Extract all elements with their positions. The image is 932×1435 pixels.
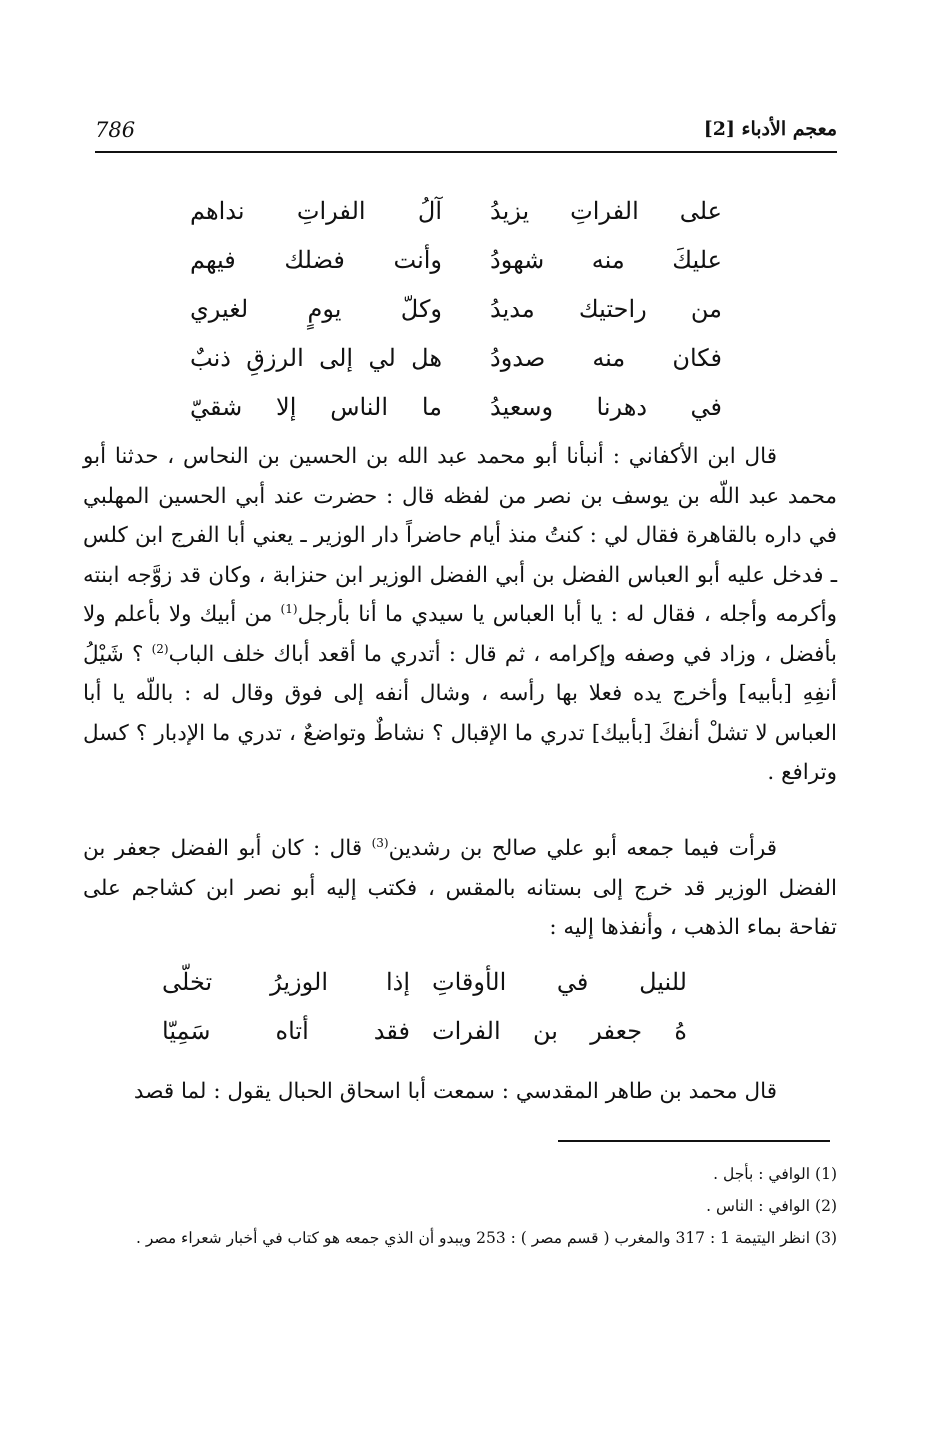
verse — [0, 192, 932, 241]
verse-first-hemistich: آلُ الفراتِ نداهم — [190, 197, 442, 225]
verse — [0, 290, 932, 339]
verse-second-hemistich: هُ جعفر بن الفرات — [432, 1017, 687, 1045]
paragraph-ibn-al-akfani: قال ابن الأكفاني : أنبأنا أبو محمد عبد الله بن الحسين بن النحاس ، حدثنا أبو محمد عبد اللّه بن يوسف بن نصر من لفظه قال : حضرت عند أبي الحسين المهلبي في داره بالقاهرة فقال لي : كنتُ منذ أيام حاضراً دار الوزير ـ يعني أبا الفرج ابن كلس ـ فدخل عليه أبو العباس الفضل بن أبي الفضل الوزير ابن حنزابة ، وكان قد زوَّجه ابنته وأكرمه وأجله ، فقال له : يا أبا العباس يا سيدي ما أنا بأرجل$^{(1)}$ من أبيك ولا بأعلم ولا بأفضل ، وزاد في وصفه وإكرامه ، ثم قال : أتدري ما أقعد أباك خلف الباب$^{(2)}$ ؟ شَيْلُ أنفِهِ [بأبيه] وأخرج يده فعلا بها رأسه ، وشال أنفه إلى فوق وقال له : باللّه يا أبا العباس لا تشلْ أنفكَ [بأبيك] تدري ما الإقبال ؟ نشاطٌ وتواضعٌ ، تدري ما الإدبار ؟ كسل وترافع . — [83, 444, 837, 785]
verse-first-hemistich: وكلّ يومٍ لغيري — [190, 295, 442, 323]
footnote-2: (2) الوافي : الناس . — [706, 1197, 837, 1215]
poem-kushajim — [0, 963, 932, 1061]
footnote-ref-2: (2) — [151, 641, 169, 656]
footnote-rule — [558, 1140, 830, 1142]
paragraph-salih-ibn-rishdin: قرأت فيما جمعه أبو علي صالح بن رشدين$^{(3)}$ قال : كان أبو الفضل جعفر بن الفضل الوزير قد خرج إلى بستانه بالمقس ، فكتب إليه أبو نصر ابن كشاجم على تفاحة بماء الذهب ، وأنفذها إليه : — [83, 835, 837, 940]
verse-first-hemistich: هل لي إلى الرزقِ ذنبٌ — [190, 344, 442, 372]
verse — [0, 241, 932, 290]
verse-first-hemistich: وأنت فضلك فيهم — [190, 246, 442, 274]
footnote-ref-1: (1) — [280, 601, 298, 616]
verse-second-hemistich: في دهرنا وسعيدُ — [490, 393, 722, 421]
verse-second-hemistich: من راحتيك مديدُ — [490, 295, 722, 323]
verse — [0, 339, 932, 388]
verse — [0, 388, 932, 437]
verse-first-hemistich: ما الناس إلا شقيّ — [190, 393, 442, 421]
page-header — [95, 118, 837, 154]
verse-first-hemistich: إذا الوزيرُ تخلّى — [162, 968, 410, 996]
running-title: معجم الأدباء [2] — [703, 118, 837, 140]
verse-first-hemistich: فقد أتاه سَمِيّا — [162, 1017, 410, 1045]
header-rule — [95, 151, 837, 153]
verse-second-hemistich: عليكَ منه شهودُ — [490, 246, 722, 274]
verse-second-hemistich: للنيل في الأوقاتِ — [432, 968, 687, 996]
verse — [0, 963, 932, 1012]
verse-second-hemistich: فكان منه صدودُ — [490, 344, 722, 372]
footnote-3: (3) انظر اليتيمة 1 : 317 والمغرب ( قسم مصر ) : 253 ويبدو أن الذي جمعه هو كتاب في أخبار شعراء مصر . — [135, 1229, 837, 1247]
footnote-ref-3: (3) — [371, 835, 389, 850]
paragraph-ibn-tahir: قال محمد بن طاهر المقدسي : سمعت أبا اسحاق الحبال يقول : لما قصد — [133, 1079, 777, 1104]
page-number: 786 — [95, 118, 136, 142]
verse — [0, 1012, 932, 1061]
poem-top — [0, 192, 932, 437]
verse-second-hemistich: على الفراتِ يزيدُ — [490, 197, 722, 225]
footnotes — [83, 1160, 837, 1256]
footnote-1: (1) الوافي : بأجل . — [713, 1165, 837, 1183]
